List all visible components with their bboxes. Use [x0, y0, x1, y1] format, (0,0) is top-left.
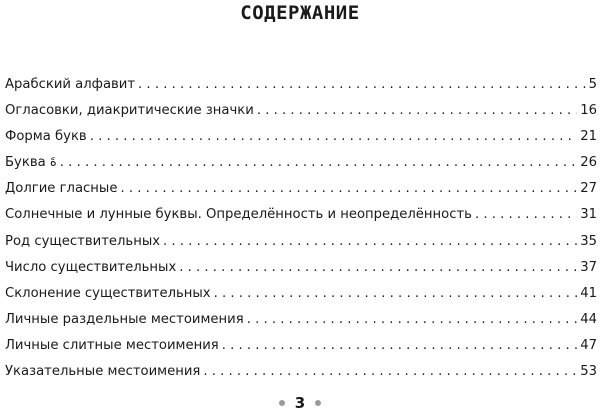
toc-entry-page: 44 [580, 311, 597, 327]
toc-entry-label: Буква ةَ [5, 155, 57, 171]
toc-entry [5, 72, 597, 98]
toc-entry [5, 359, 597, 385]
toc-entry-page: 5 [588, 77, 597, 92]
toc-entry-page: 16 [580, 103, 597, 119]
dot-leader [138, 72, 586, 98]
dot-leader [163, 229, 577, 255]
toc-entry-label: Долгие гласные [5, 181, 118, 197]
dot-leader [222, 333, 578, 359]
toc-entry-page: 37 [580, 259, 597, 275]
toc-entry [5, 176, 597, 202]
page-title: СОДЕРЖАНИЕ [240, 2, 360, 24]
toc-entry-label: Склонение существительных [5, 285, 211, 301]
toc-entry-page: 35 [580, 233, 597, 249]
toc-entry-page: 47 [580, 337, 597, 353]
page-number: 3 [294, 394, 306, 412]
toc-entry-label: Солнечные и лунные буквы. Определённость и неопределённость [5, 207, 472, 223]
toc-entry-page: 41 [580, 285, 597, 301]
bullet-icon [315, 400, 321, 406]
dot-leader [214, 281, 578, 307]
toc-entry-label: Род существительных [5, 233, 161, 249]
toc-entry-page: 53 [580, 364, 597, 380]
toc-entry [5, 229, 597, 255]
toc-entry-label: Указательные местоимения [5, 364, 201, 380]
toc-entry [5, 281, 597, 307]
toc-entry-page: 27 [580, 181, 597, 197]
toc-entry-label: Личные раздельные местоимения [5, 311, 244, 327]
dot-leader [247, 307, 578, 333]
table-of-contents [5, 72, 597, 385]
toc-entry-page: 21 [580, 129, 597, 145]
dot-leader [475, 202, 577, 228]
toc-entry-label: Арабский алфавит [5, 77, 136, 92]
toc-entry [5, 202, 597, 228]
toc-entry [5, 333, 597, 359]
toc-entry [5, 124, 597, 150]
dot-leader [179, 255, 577, 281]
page-footer [0, 393, 600, 413]
dot-leader [257, 98, 577, 124]
toc-entry-page: 31 [580, 207, 597, 223]
toc-entry [5, 150, 597, 176]
dot-leader [203, 359, 577, 385]
bullet-icon [279, 400, 285, 406]
dot-leader [90, 124, 578, 150]
toc-entry-label: Личные слитные местоимения [5, 337, 219, 353]
toc-entry-page: 26 [580, 155, 597, 171]
toc-entry-label: Число существительных [5, 259, 177, 275]
toc-entry-label: Огласовки, диакритические значки [5, 103, 254, 119]
dot-leader [120, 176, 577, 202]
toc-entry-label: Форма букв [5, 129, 87, 145]
toc-entry [5, 255, 597, 281]
dot-leader [60, 150, 577, 176]
toc-entry [5, 98, 597, 124]
toc-entry [5, 307, 597, 333]
